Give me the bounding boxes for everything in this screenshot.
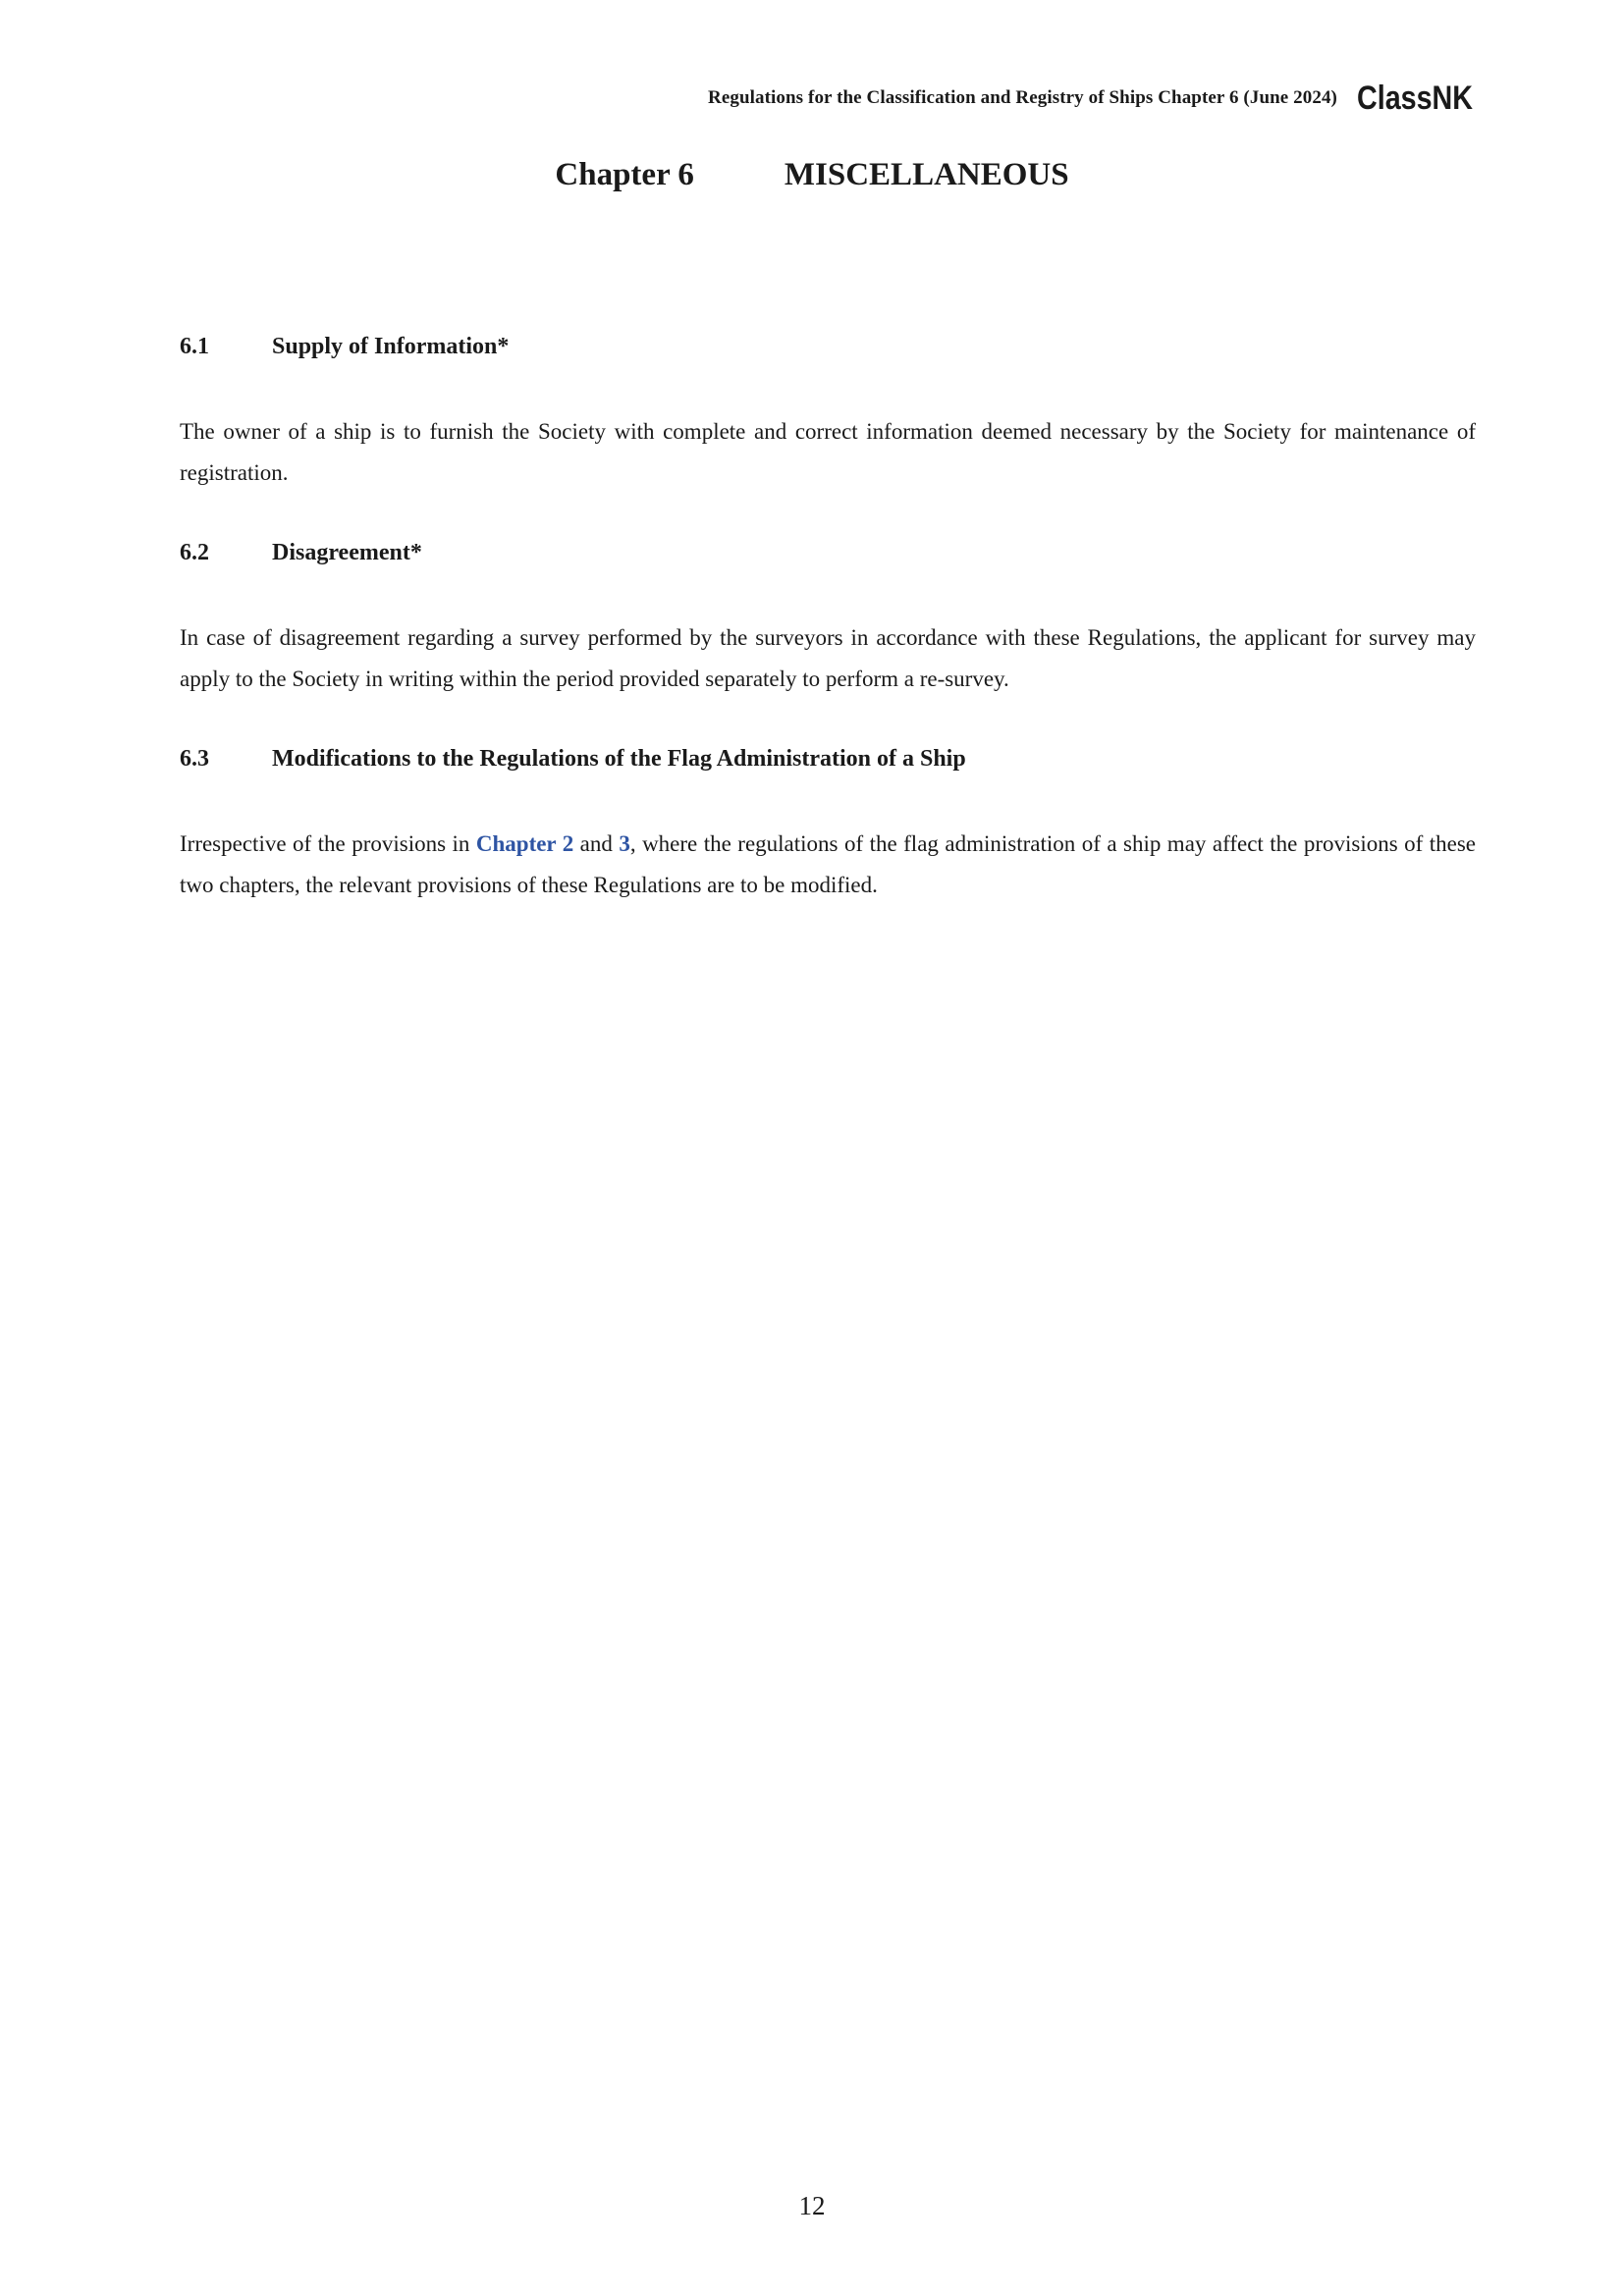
logo-lettering: ClassNK [1357, 80, 1474, 117]
section-body-6-3 [180, 824, 1476, 906]
classnk-logo [1357, 80, 1475, 116]
chapter-name: MISCELLANEOUS [784, 157, 1069, 192]
page-number: 12 [798, 2191, 826, 2220]
section-body-6-1: The owner of a ship is to furnish the Society with complete and correct information deemed necessary by the Society for maintenance of registration. [180, 419, 1476, 485]
section-title: Supply of Information* [272, 334, 510, 359]
section-number: 6.2 [180, 540, 209, 565]
running-title: Regulations for the Classification and Registry of Ships Chapter 6 (June 2024) [708, 87, 1337, 108]
section-number: 6.3 [180, 746, 209, 772]
chapter-3-link[interactable]: 3 [619, 831, 630, 856]
running-header [708, 80, 1475, 116]
body-text: Irrespective of the provisions in [180, 831, 476, 856]
section-body-6-2: In case of disagreement regarding a survey performed by the surveyors in accordance with these Regulations, the applicant for survey may apply to the Society in writing within the period provided separately to perform a re-survey. [180, 625, 1476, 691]
section-title: Disagreement* [272, 540, 422, 565]
section-title: Modifications to the Regulations of the Flag Administration of a Ship [272, 746, 966, 772]
section-heading-6-3 [180, 746, 966, 773]
chapter-2-link[interactable]: Chapter 2 [475, 831, 574, 856]
chapter-number: Chapter 6 [555, 157, 694, 192]
section-heading-6-1 [180, 334, 509, 360]
section-heading-6-2 [180, 540, 422, 566]
section-number: 6.1 [180, 334, 209, 359]
body-text: and [573, 831, 620, 856]
body-text: , where the regulations of the flag administration of a ship may affect the provisions of these two chapters, the relevant provisions of these Regulations are to be modified. [180, 831, 1477, 897]
chapter-title [0, 157, 1624, 193]
